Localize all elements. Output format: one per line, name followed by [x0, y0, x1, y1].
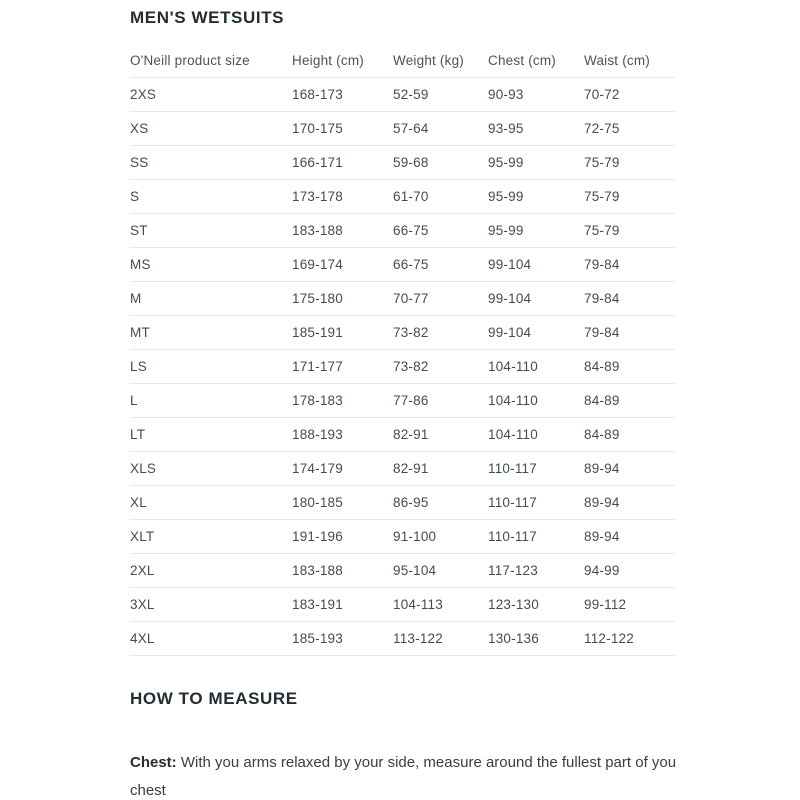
table-row	[130, 112, 676, 146]
size-cell: XS	[130, 112, 292, 146]
measurement-cell: 178-183	[292, 384, 393, 418]
measurement-cell: 185-191	[292, 316, 393, 350]
table-row	[130, 384, 676, 418]
measurement-cell: 191-196	[292, 520, 393, 554]
measurement-cell: 89-94	[584, 520, 676, 554]
size-cell: ST	[130, 214, 292, 248]
measurement-cell: 99-112	[584, 588, 676, 622]
table-row	[130, 588, 676, 622]
measurement-cell: 173-178	[292, 180, 393, 214]
measurement-cell: 168-173	[292, 78, 393, 112]
page-title: MEN'S WETSUITS	[130, 8, 285, 27]
measurement-cell: 84-89	[584, 350, 676, 384]
measurement-cell: 99-104	[488, 282, 584, 316]
measurement-cell: 79-84	[584, 248, 676, 282]
measurement-cell: 89-94	[584, 452, 676, 486]
size-cell: M	[130, 282, 292, 316]
size-cell: MS	[130, 248, 292, 282]
measurement-cell: 66-75	[393, 248, 488, 282]
measurement-cell: 84-89	[584, 384, 676, 418]
measurement-cell: 183-188	[292, 554, 393, 588]
measurement-cell: 110-117	[488, 520, 584, 554]
measurement-cell: 70-72	[584, 78, 676, 112]
table-row	[130, 214, 676, 248]
size-cell: 2XS	[130, 78, 292, 112]
table-row	[130, 248, 676, 282]
size-table-header	[130, 44, 676, 78]
size-cell: LS	[130, 350, 292, 384]
size-table	[130, 44, 676, 656]
size-cell: SS	[130, 146, 292, 180]
measurement-cell: 73-82	[393, 350, 488, 384]
measurement-cell: 171-177	[292, 350, 393, 384]
measurement-cell: 169-174	[292, 248, 393, 282]
measurement-cell: 99-104	[488, 248, 584, 282]
table-row	[130, 486, 676, 520]
measurement-cell: 166-171	[292, 146, 393, 180]
measurement-cell: 99-104	[488, 316, 584, 350]
measurement-cell: 93-95	[488, 112, 584, 146]
measurement-cell: 183-188	[292, 214, 393, 248]
table-row	[130, 282, 676, 316]
measure-instruction-label: Chest:	[130, 754, 177, 771]
measurement-cell: 90-93	[488, 78, 584, 112]
measurement-cell: 104-113	[393, 588, 488, 622]
measurement-cell: 75-79	[584, 180, 676, 214]
measurement-cell: 183-191	[292, 588, 393, 622]
size-cell: 4XL	[130, 622, 292, 656]
column-header: Height (cm)	[292, 44, 393, 78]
measurement-cell: 72-75	[584, 112, 676, 146]
table-row	[130, 78, 676, 112]
measurement-cell: 84-89	[584, 418, 676, 452]
measurement-cell: 79-84	[584, 316, 676, 350]
table-row	[130, 418, 676, 452]
column-header: Chest (cm)	[488, 44, 584, 78]
measure-instruction-text: With you arms relaxed by your side, measure around the fullest part of you chest	[130, 754, 677, 799]
column-header: Weight (kg)	[393, 44, 488, 78]
measurement-cell: 123-130	[488, 588, 584, 622]
measurement-cell: 188-193	[292, 418, 393, 452]
table-row	[130, 554, 676, 588]
measurement-cell: 61-70	[393, 180, 488, 214]
measurement-cell: 117-123	[488, 554, 584, 588]
measurement-cell: 130-136	[488, 622, 584, 656]
measurement-cell: 95-99	[488, 180, 584, 214]
measurement-cell: 104-110	[488, 350, 584, 384]
measurement-cell: 185-193	[292, 622, 393, 656]
measurement-cell: 113-122	[393, 622, 488, 656]
column-header: Waist (cm)	[584, 44, 676, 78]
measurement-cell: 86-95	[393, 486, 488, 520]
table-row	[130, 146, 676, 180]
measurement-cell: 104-110	[488, 384, 584, 418]
measurement-cell: 82-91	[393, 418, 488, 452]
measurement-cell: 110-117	[488, 486, 584, 520]
measurement-cell: 112-122	[584, 622, 676, 656]
table-row	[130, 520, 676, 554]
measurement-cell: 59-68	[393, 146, 488, 180]
size-cell: MT	[130, 316, 292, 350]
size-cell: 2XL	[130, 554, 292, 588]
measurement-cell: 94-99	[584, 554, 676, 588]
measurement-cell: 57-64	[393, 112, 488, 146]
size-cell: S	[130, 180, 292, 214]
measurement-cell: 104-110	[488, 418, 584, 452]
measurement-cell: 79-84	[584, 282, 676, 316]
table-row	[130, 180, 676, 214]
measurement-cell: 52-59	[393, 78, 488, 112]
measurement-cell: 95-99	[488, 214, 584, 248]
size-table-header-row	[130, 44, 676, 78]
measurement-cell: 95-99	[488, 146, 584, 180]
size-cell: L	[130, 384, 292, 418]
measurement-cell: 73-82	[393, 316, 488, 350]
size-cell: XL	[130, 486, 292, 520]
measurement-cell: 70-77	[393, 282, 488, 316]
measurement-cell: 82-91	[393, 452, 488, 486]
measurement-cell: 77-86	[393, 384, 488, 418]
measurement-cell: 66-75	[393, 214, 488, 248]
measurement-cell: 75-79	[584, 146, 676, 180]
table-row	[130, 622, 676, 656]
measurement-cell: 89-94	[584, 486, 676, 520]
how-to-measure-heading: HOW TO MEASURE	[130, 689, 298, 708]
measure-instruction-chest	[130, 749, 708, 800]
column-header: O'Neill product size	[130, 44, 292, 78]
measurement-cell: 95-104	[393, 554, 488, 588]
measurement-cell: 170-175	[292, 112, 393, 146]
measurement-cell: 75-79	[584, 214, 676, 248]
table-row	[130, 452, 676, 486]
measurement-cell: 91-100	[393, 520, 488, 554]
measurement-cell: 110-117	[488, 452, 584, 486]
measurement-cell: 180-185	[292, 486, 393, 520]
size-guide-content	[130, 8, 690, 800]
size-cell: 3XL	[130, 588, 292, 622]
size-cell: LT	[130, 418, 292, 452]
measurement-cell: 175-180	[292, 282, 393, 316]
size-cell: XLT	[130, 520, 292, 554]
size-cell: XLS	[130, 452, 292, 486]
table-row	[130, 316, 676, 350]
measurement-cell: 174-179	[292, 452, 393, 486]
table-row	[130, 350, 676, 384]
size-table-body	[130, 78, 676, 656]
